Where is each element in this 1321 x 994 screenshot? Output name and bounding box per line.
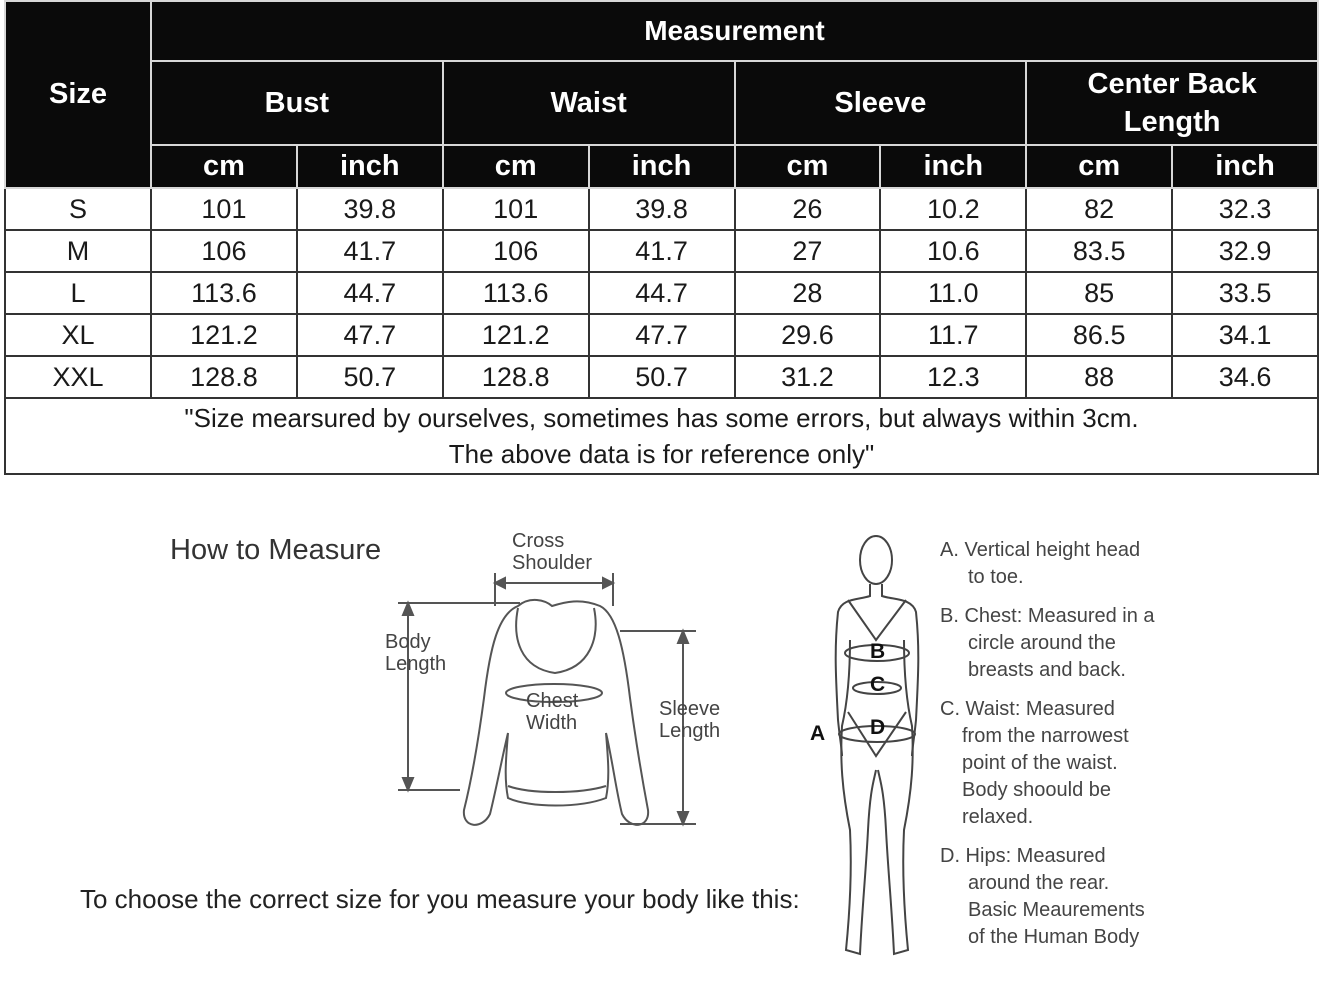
unit-header: inch xyxy=(297,145,443,188)
table-row xyxy=(5,314,1318,356)
size-cell: XXL xyxy=(5,356,151,398)
value-cell: 113.6 xyxy=(151,272,297,314)
value-cell: 33.5 xyxy=(1172,272,1318,314)
value-cell: 34.6 xyxy=(1172,356,1318,398)
step-item: C. Waist: Measured from the narrowest point of the waist. Body shoould be relaxed. xyxy=(940,698,1129,828)
unit-header: inch xyxy=(880,145,1026,188)
size-note xyxy=(5,398,1318,474)
value-cell: 83.5 xyxy=(1026,230,1172,272)
unit-header: cm xyxy=(1026,145,1172,188)
table-row xyxy=(5,230,1318,272)
how-to-measure-title: How to Measure xyxy=(170,534,382,566)
value-cell: 10.2 xyxy=(880,188,1026,230)
body-label-c: C xyxy=(870,673,886,696)
value-cell: 41.7 xyxy=(589,230,735,272)
waist-header: Waist xyxy=(443,61,735,145)
value-cell: 106 xyxy=(151,230,297,272)
cross-shoulder-label: Cross Shoulder xyxy=(512,530,593,574)
garment-diagram xyxy=(380,528,730,838)
value-cell: 50.7 xyxy=(297,356,443,398)
table-row xyxy=(5,356,1318,398)
size-chart-table xyxy=(4,0,1319,475)
value-cell: 39.8 xyxy=(297,188,443,230)
value-cell: 50.7 xyxy=(589,356,735,398)
sleeve-header: Sleeve xyxy=(735,61,1027,145)
size-cell: S xyxy=(5,188,151,230)
step-item: A. Vertical height head to toe. xyxy=(940,539,1141,588)
note-row xyxy=(5,398,1318,474)
measurement-steps xyxy=(940,537,1315,963)
measurement-header: Measurement xyxy=(151,1,1318,61)
chest-width-label: Chest Width xyxy=(526,690,579,734)
size-header: Size xyxy=(5,1,151,188)
body-label-a: A xyxy=(810,722,826,745)
table-row xyxy=(5,188,1318,230)
value-cell: 27 xyxy=(735,230,881,272)
value-cell: 47.7 xyxy=(589,314,735,356)
choose-size-text: To choose the correct size for you measure your body like this: xyxy=(80,884,800,914)
value-cell: 86.5 xyxy=(1026,314,1172,356)
value-cell: 39.8 xyxy=(589,188,735,230)
value-cell: 12.3 xyxy=(880,356,1026,398)
value-cell: 113.6 xyxy=(443,272,589,314)
size-cell: L xyxy=(5,272,151,314)
value-cell: 34.1 xyxy=(1172,314,1318,356)
value-cell: 128.8 xyxy=(443,356,589,398)
value-cell: 41.7 xyxy=(297,230,443,272)
body-label-b: B xyxy=(870,640,886,663)
unit-header: inch xyxy=(1172,145,1318,188)
value-cell: 82 xyxy=(1026,188,1172,230)
step-item: D. Hips: Measured around the rear. Basic Meaurements of the Human Body xyxy=(940,845,1145,948)
bust-header: Bust xyxy=(151,61,443,145)
size-cell: M xyxy=(5,230,151,272)
note-line: "Size mearsured by ourselves, sometimes has some errors, but always within 3cm. xyxy=(184,403,1139,433)
value-cell: 85 xyxy=(1026,272,1172,314)
size-cell: XL xyxy=(5,314,151,356)
sleeve-length-label: Sleeve Length xyxy=(659,698,721,742)
table-row xyxy=(5,272,1318,314)
value-cell: 10.6 xyxy=(880,230,1026,272)
value-cell: 44.7 xyxy=(297,272,443,314)
value-cell: 11.7 xyxy=(880,314,1026,356)
value-cell: 32.3 xyxy=(1172,188,1318,230)
body-length-label: Body Length xyxy=(385,631,447,675)
value-cell: 128.8 xyxy=(151,356,297,398)
value-cell: 121.2 xyxy=(443,314,589,356)
value-cell: 47.7 xyxy=(297,314,443,356)
value-cell: 31.2 xyxy=(735,356,881,398)
body-label-d: D xyxy=(870,716,886,739)
value-cell: 106 xyxy=(443,230,589,272)
value-cell: 88 xyxy=(1026,356,1172,398)
value-cell: 32.9 xyxy=(1172,230,1318,272)
unit-header: inch xyxy=(589,145,735,188)
value-cell: 26 xyxy=(735,188,881,230)
value-cell: 28 xyxy=(735,272,881,314)
value-cell: 29.6 xyxy=(735,314,881,356)
unit-header: cm xyxy=(735,145,881,188)
value-cell: 44.7 xyxy=(589,272,735,314)
value-cell: 101 xyxy=(151,188,297,230)
value-cell: 11.0 xyxy=(880,272,1026,314)
center-back-length-header: Center Back Length xyxy=(1026,61,1318,145)
value-cell: 121.2 xyxy=(151,314,297,356)
step-item: B. Chest: Measured in a circle around the breasts and back. xyxy=(940,605,1155,681)
body-figure xyxy=(820,530,940,970)
unit-header: cm xyxy=(151,145,297,188)
note-line: The above data is for reference only" xyxy=(448,439,875,469)
value-cell: 101 xyxy=(443,188,589,230)
unit-header: cm xyxy=(443,145,589,188)
